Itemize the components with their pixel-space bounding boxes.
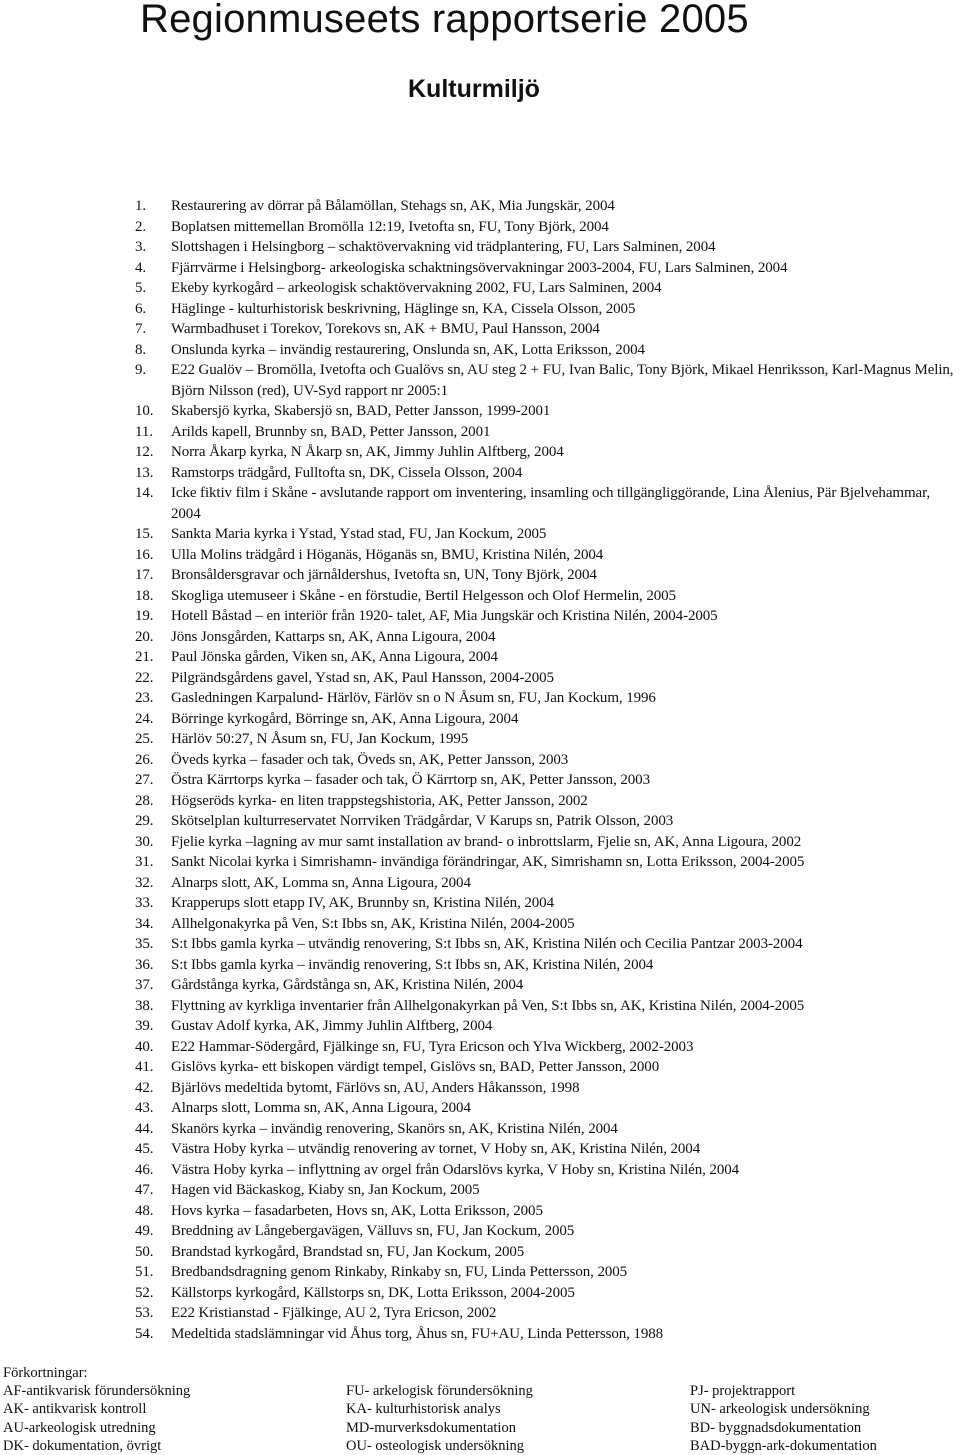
list-item [130,1221,958,1242]
abbreviations-section [3,1364,958,1455]
list-item-text: Västra Hoby kyrka – utvändig renovering av tornet, V Hoby sn, AK, Kristina Nilén, 2004 [171,1141,701,1157]
abbreviation-entry: PJ- projektrapport [690,1383,796,1400]
list-item [130,1242,958,1263]
list-item [130,1078,958,1099]
list-item-text: Arilds kapell, Brunnby sn, BAD, Petter Jansson, 2001 [171,423,491,440]
list-item [130,647,958,668]
list-item-number: 22. [135,669,154,686]
list-item-number: 23. [135,690,154,706]
list-item-text: Hagen vid Bäckaskog, Kiaby sn, Jan Kockum, 2005 [171,1182,480,1198]
list-item [130,299,958,320]
list-item-text: Härlöv 50:27, N Åsum sn, FU, Jan Kockum, 1995 [171,731,469,747]
list-item-text: Källstorps kyrkogård, Källstorps sn, DK, Lotta Eriksson, 2004-2005 [171,1284,575,1301]
list-item-text: Häglinge - kulturhistorisk beskrivning, Häglinge sn, KA, Cissela Olsson, 2005 [171,300,636,317]
list-item-text: Boplatsen mittemellan Bromölla 12:19, Ivetofta sn, FU, Tony Björk, 2004 [171,218,609,235]
list-item-number: 6. [135,300,147,317]
list-item [130,340,958,361]
abbreviation-entry: BD- byggnadsdokumentation [690,1419,862,1436]
list-item-number: 39. [135,1018,154,1034]
section-subtitle: Kulturmiljö [408,75,540,103]
abbreviations-heading: Förkortningar: [3,1365,88,1381]
list-item-text: Gislövs kyrka- ett biskopen värdigt tempel, Gislövs sn, BAD, Petter Jansson, 2000 [171,1059,660,1075]
list-item [130,832,958,853]
list-item [130,627,958,648]
list-item-number: 34. [135,915,154,932]
list-item-number: 42. [135,1079,154,1096]
list-item-number: 44. [135,1120,154,1137]
list-item-text: Bronsåldersgravar och järnåldershus, Ivetofta sn, UN, Tony Björk, 2004 [171,567,597,583]
list-item-text: S:t Ibbs gamla kyrka – invändig renovering, S:t Ibbs sn, AK, Kristina Nilén, 2004 [171,956,654,973]
list-item-text: Skanörs kyrka – invändig renovering, Skanörs sn, AK, Kristina Nilén, 2004 [171,1120,618,1137]
list-item-number: 17. [135,567,154,583]
list-item-number: 14. [135,485,154,501]
list-item-number: 21. [135,649,154,665]
list-item [130,1016,958,1037]
list-item [130,237,958,258]
list-item-number: 20. [135,628,154,645]
list-item [130,217,958,238]
list-item [130,791,958,812]
list-item-number: 27. [135,772,154,788]
list-item-number: 46. [135,1161,154,1178]
list-item-number: 12. [135,444,154,460]
list-item-text: Bredbandsdragning genom Rinkaby, Rinkaby sn, FU, Linda Pettersson, 2005 [171,1264,628,1280]
list-item-number: 54. [135,1325,154,1342]
list-item-number: 5. [135,280,147,296]
list-item-text: Ekeby kyrkogård – arkeologisk schaktövervakning 2002, FU, Lars Salminen, 2004 [171,280,662,296]
list-item-number: 13. [135,464,154,481]
list-item-number: 11. [135,423,153,440]
list-item-text: Bjärlövs medeltida bytomt, Färlövs sn, AU, Anders Håkansson, 1998 [171,1079,580,1096]
list-item [130,750,958,771]
list-item [130,606,958,627]
list-item-number: 26. [135,751,154,768]
list-item-number: 35. [135,936,154,952]
list-item-text: Östra Kärrtorps kyrka – fasader och tak, Ö Kärrtorp sn, AK, Petter Jansson, 2003 [171,772,650,788]
list-item-text: Börringe kyrkogård, Börringe sn, AK, Anna Ligoura, 2004 [171,710,519,727]
list-item [130,565,958,586]
list-item-text: Gustav Adolf kyrka, AK, Jimmy Juhlin Alftberg, 2004 [171,1018,493,1034]
list-item-text: E22 Hammar-Södergård, Fjälkinge sn, FU, Tyra Ericson och Ylva Wickberg, 2002-2003 [171,1038,694,1055]
list-item-text: Fjelie kyrka –lagning av mur samt installation av brand- o inbrottslarm, Fjelie sn, AK, Anna Ligoura, 2002 [171,833,802,850]
list-item [130,1283,958,1304]
list-item-number: 38. [135,997,154,1014]
list-item [130,1303,958,1324]
list-item-number: 2. [135,218,147,235]
list-item-text: Flyttning av kyrkliga inventarier från Allhelgonakyrkan på Ven, S:t Ibbs sn, AK, Kristina Nilén, 2004-2005 [171,997,805,1014]
list-item-text: Onslunda kyrka – invändig restaurering, Onslunda sn, AK, Lotta Eriksson, 2004 [171,341,645,358]
list-item-number: 24. [135,710,154,727]
list-item-number: 19. [135,608,154,624]
list-item-number: 10. [135,403,154,419]
list-item-number: 31. [135,854,154,870]
list-item-text: Gårdstånga kyrka, Gårdstånga sn, AK, Kristina Nilén, 2004 [171,977,524,993]
list-item-text: Jöns Jonsgården, Kattarps sn, AK, Anna Ligoura, 2004 [171,628,496,645]
list-item [130,278,958,299]
list-item-text: Restaurering av dörrar på Bålamöllan, Stehags sn, AK, Mia Jungskär, 2004 [171,198,615,214]
list-item-text: Pilgrändsgårdens gavel, Ystad sn, AK, Paul Hansson, 2004-2005 [171,669,554,686]
list-item [130,914,958,935]
list-item-text: Medeltida stadslämningar vid Åhus torg, Åhus sn, FU+AU, Linda Pettersson, 1988 [171,1325,664,1342]
list-item [130,975,958,996]
list-item-number: 33. [135,895,154,911]
list-item-text: Hovs kyrka – fasadarbeten, Hovs sn, AK, Lotta Eriksson, 2005 [171,1202,543,1219]
list-item [130,1160,958,1181]
list-item-number: 25. [135,731,154,747]
list-item [130,442,958,463]
list-item-number: 28. [135,792,154,809]
list-item [130,1098,958,1119]
list-item-number: 3. [135,239,147,255]
list-item-text: Öveds kyrka – fasader och tak, Öveds sn, AK, Petter Jansson, 2003 [171,751,569,768]
list-item [130,996,958,1017]
list-item-number: 15. [135,526,154,542]
list-item-text: Warmbadhuset i Torekov, Torekovs sn, AK + BMU, Paul Hansson, 2004 [171,321,600,337]
list-item [130,1119,958,1140]
list-item-text: Slottshagen i Helsingborg – schaktövervakning vid trädplantering, FU, Lars Salminen, 2004 [171,239,716,255]
list-item [130,463,958,484]
list-item-text: Norra Åkarp kyrka, N Åkarp sn, AK, Jimmy Juhlin Alftberg, 2004 [171,444,564,460]
list-item-number: 45. [135,1141,154,1157]
list-item [130,1324,958,1345]
list-item [130,586,958,607]
list-item [130,668,958,689]
list-item-number: 30. [135,833,154,850]
list-item [130,1057,958,1078]
list-item-text: Sankta Maria kyrka i Ystad, Ystad stad, FU, Jan Kockum, 2005 [171,526,547,542]
abbreviation-entry: UN- arkeologisk undersökning [690,1401,870,1418]
list-item-text: Ulla Molins trädgård i Höganäs, Höganäs sn, BMU, Kristina Nilén, 2004 [171,546,604,563]
abbreviation-entry: KA- kulturhistorisk analys [346,1401,501,1418]
list-item-number: 4. [135,259,147,276]
list-item-number: 32. [135,874,154,891]
list-item [130,688,958,709]
list-item [130,1037,958,1058]
list-item-text: Icke fiktiv film i Skåne - avslutande rapport om inventering, insamling och tillgängliggörande, Lina Ålenius, Pär Bjelvehammar, 2004 [171,485,931,522]
list-item [130,770,958,791]
list-item [130,401,958,422]
list-item-number: 52. [135,1284,154,1301]
list-item-number: 51. [135,1264,154,1280]
list-item-number: 18. [135,587,154,604]
list-item-number: 50. [135,1243,154,1260]
list-item-text: Skötselplan kulturreservatet Norrviken Trädgårdar, V Karups sn, Patrik Olsson, 2003 [171,813,674,829]
list-item-text: Fjärrvärme i Helsingborg- arkeologiska schaktningsövervakningar 2003-2004, FU, Lars Salminen, 2004 [171,259,788,276]
list-item [130,1262,958,1283]
list-item-number: 37. [135,977,154,993]
abbreviations-grid [3,1382,958,1455]
list-item-text: Breddning av Långebergavägen, Välluvs sn, FU, Jan Kockum, 2005 [171,1223,575,1239]
list-item-text: E22 Gualöv – Bromölla, Ivetofta och Gualövs sn, AU steg 2 + FU, Ivan Balic, Tony Björk, Mikael Henriksson, Karl-Magnus Melin, Björn Nilsson (red), UV-Syd rapport nr 2005:1 [171,362,954,399]
list-item [130,196,958,217]
abbreviation-entry: MD-murverksdokumentation [346,1419,516,1436]
list-item-number: 53. [135,1305,154,1321]
list-item-text: Västra Hoby kyrka – inflyttning av orgel från Odarslövs kyrka, V Hoby sn, Kristina Nilén, 2004 [171,1161,740,1178]
list-item-text: S:t Ibbs gamla kyrka – utvändig renovering, S:t Ibbs sn, AK, Kristina Nilén och Cecilia Pantzar 2003-2004 [171,936,803,952]
list-item-number: 29. [135,813,154,829]
list-item-text: Hotell Båstad – en interiör från 1920- talet, AF, Mia Jungskär och Kristina Nilén, 2004-2005 [171,608,718,624]
page-title: Regionmuseets rapportserie 2005 [140,0,749,41]
list-item-number: 16. [135,546,154,563]
list-item-number: 7. [135,321,147,337]
list-item [130,729,958,750]
list-item [130,811,958,832]
abbreviation-entry: DK- dokumentation, övrigt [3,1437,162,1454]
list-item-text: Högseröds kyrka- en liten trappstegshistoria, AK, Petter Jansson, 2002 [171,792,588,809]
list-item [130,524,958,545]
list-item-text: Sankt Nicolai kyrka i Simrishamn- invändiga förändringar, AK, Simrishamn sn, Lotta Eriksson, 2004-2005 [171,854,805,870]
list-item-text: Gasledningen Karpalund- Härlöv, Färlöv sn o N Åsum sn, FU, Jan Kockum, 1996 [171,690,656,706]
abbreviation-entry: OU- osteologisk undersökning [346,1437,525,1454]
list-item-number: 40. [135,1038,154,1055]
list-item-number: 41. [135,1059,154,1075]
list-item-text: Alnarps slott, AK, Lomma sn, Anna Ligoura, 2004 [171,874,471,891]
list-item-number: 47. [135,1182,154,1198]
list-item [130,934,958,955]
list-item-text: Skabersjö kyrka, Skabersjö sn, BAD, Petter Jansson, 1999-2001 [171,403,551,419]
abbreviation-entry: AF-antikvarisk förundersökning [3,1383,191,1400]
list-item [130,422,958,443]
list-item-text: Allhelgonakyrka på Ven, S:t Ibbs sn, AK, Kristina Nilén, 2004-2005 [171,915,575,932]
report-list [130,196,958,1344]
list-item-text: Paul Jönska gården, Viken sn, AK, Anna Ligoura, 2004 [171,649,498,665]
list-item [130,319,958,340]
abbreviation-entry: FU- arkelogisk förundersökning [346,1383,533,1400]
abbreviation-entry: BAD-byggn-ark-dokumentation [690,1437,877,1454]
abbreviation-entry: AU-arkeologisk utredning [3,1419,156,1436]
list-item-number: 43. [135,1100,154,1116]
list-item [130,1201,958,1222]
list-item-text: Krapperups slott etapp IV, AK, Brunnby sn, Kristina Nilén, 2004 [171,895,554,911]
list-item [130,360,958,401]
list-item [130,483,958,524]
list-item-number: 8. [135,341,147,358]
list-item [130,852,958,873]
list-item [130,955,958,976]
list-item-number: 48. [135,1202,154,1219]
list-item [130,1180,958,1201]
list-item-text: Brandstad kyrkogård, Brandstad sn, FU, Jan Kockum, 2005 [171,1243,525,1260]
list-item [130,873,958,894]
list-item-text: Alnarps slott, Lomma sn, AK, Anna Ligoura, 2004 [171,1100,471,1116]
list-item [130,258,958,279]
list-item-number: 1. [135,198,147,214]
list-item [130,893,958,914]
list-item-number: 49. [135,1223,154,1239]
list-item-text: Skogliga utemuseer i Skåne - en förstudie, Bertil Helgesson och Olof Hermelin, 2005 [171,587,676,604]
list-item [130,1139,958,1160]
list-item-number: 36. [135,956,154,973]
list-item [130,545,958,566]
list-item-text: E22 Kristianstad - Fjälkinge, AU 2, Tyra Ericson, 2002 [171,1305,497,1321]
list-item-text: Ramstorps trädgård, Fulltofta sn, DK, Cissela Olsson, 2004 [171,464,523,481]
list-item [130,709,958,730]
abbreviation-entry: AK- antikvarisk kontroll [3,1401,147,1418]
list-item-number: 9. [135,362,147,378]
